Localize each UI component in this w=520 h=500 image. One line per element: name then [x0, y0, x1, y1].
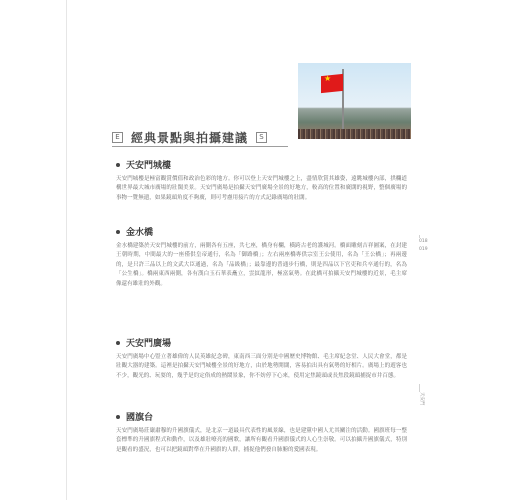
flag-star-icon: ★ [324, 74, 332, 83]
item-body: 天安門廣場中心豎立著雄偉的人民英雄紀念碑，東南西三面分別是中國歷史博物館、毛主席紀念堂、人民大會堂，都是壯觀大器的建築。這裡是拍攝天安門城樓全景的好地方，由於地勢開闊，客易拍出具有氣勢的好相片。廣場上的遊客也不少，觀光的、玩耍的，幾乎是約定俗成的熱鬧景象，你不妨停下心來，使用定焦鏡頭或長焦段鏡頭捕捉市井百態。 [116, 354, 407, 379]
item-body: 天安門城樓是極富觀賞價值和政治色彩的地方。你可以登上天安門城樓之上，盡情欣賞其雄姿，遠眺城樓內部，拱欄道構世界最大城市廣場的壯闊美景。天安門廣場是拍攝天安門廣場全景的好地方，較高的位置和廣闊的視野，整個廣場的事物一覽無遺，如果鏡頭角度不夠廣，則可考慮用接片的方式記錄廣場的壯闊。 [116, 176, 407, 201]
item-title [116, 158, 407, 171]
item-flag-platform [116, 410, 407, 455]
section-title: 經典景點與拍攝建議 [131, 130, 249, 145]
margin-line-middle [419, 384, 420, 392]
left-square-icon: E [112, 132, 123, 143]
item-title [116, 225, 407, 238]
tiananmen-flag-photo [298, 63, 411, 139]
chapter-tab: 天安門 [419, 392, 424, 406]
section-divider [112, 146, 288, 147]
page-number-right: 019 [419, 247, 428, 252]
bullet-dot-icon [116, 163, 120, 167]
item-body: 天安門廣場莊嚴肅穆的升國旗儀式，是北京一道最具代表性的風景線，也是建黨中國人尤其關注的活動。國旗班每一整套標準的升國旗程式和動作，以及雄壯嘹亮的國歌，讓所有觀看升國旗儀式的人心生崇敬。可以拍攝升國旗儀式，特別是觀看的盛況，也可以把鏡頭對準在升國旗的人群，捕捉他們發自肺腑的愛國表現。 [116, 428, 407, 453]
item-title [116, 410, 407, 423]
item-title-text: 天安門城樓 [126, 161, 172, 171]
crowd-image [298, 129, 411, 139]
bullet-dot-icon [116, 341, 120, 345]
item-tiananmen-gate [116, 158, 407, 203]
item-title-text: 金水橋 [126, 228, 154, 238]
item-title-text: 天安門廣場 [126, 339, 172, 349]
item-title [116, 336, 407, 349]
bullet-dot-icon [116, 415, 120, 419]
item-golden-water-bridge [116, 225, 407, 289]
right-square-icon: S [256, 132, 267, 143]
margin-line-top [419, 235, 420, 238]
section-header [112, 127, 295, 147]
bullet-dot-icon [116, 230, 120, 234]
page-number-left: 018 [419, 239, 428, 244]
item-tiananmen-square [116, 336, 407, 381]
item-title-text: 國旗台 [126, 413, 154, 423]
item-body: 金水橋建築於天安門城樓的前方，兩側各有五座，共七座，橋身有欄，橫跨古老的護城河。橋面雕刻吉祥圖案，在封建王朝時期，中間最大的一座僅供皇帝通行，名為「御路橋」；左右兩座橋專供宗室王公使用，名為「王公橋」；再兩邊的，是只許三品以上的文武大臣通過，名為「品級橋」；最靠邊的普通步行橋，則是四品以下官吏和兵卒通行的，名為「公生橋」。橋兩東西兩側，各有漢白玉石華表矗立，雲紋龍形，極富氣勢。在此橋可拍攝天安門城樓的近景，毛主席像還有雄壯的外觀。 [116, 243, 407, 287]
